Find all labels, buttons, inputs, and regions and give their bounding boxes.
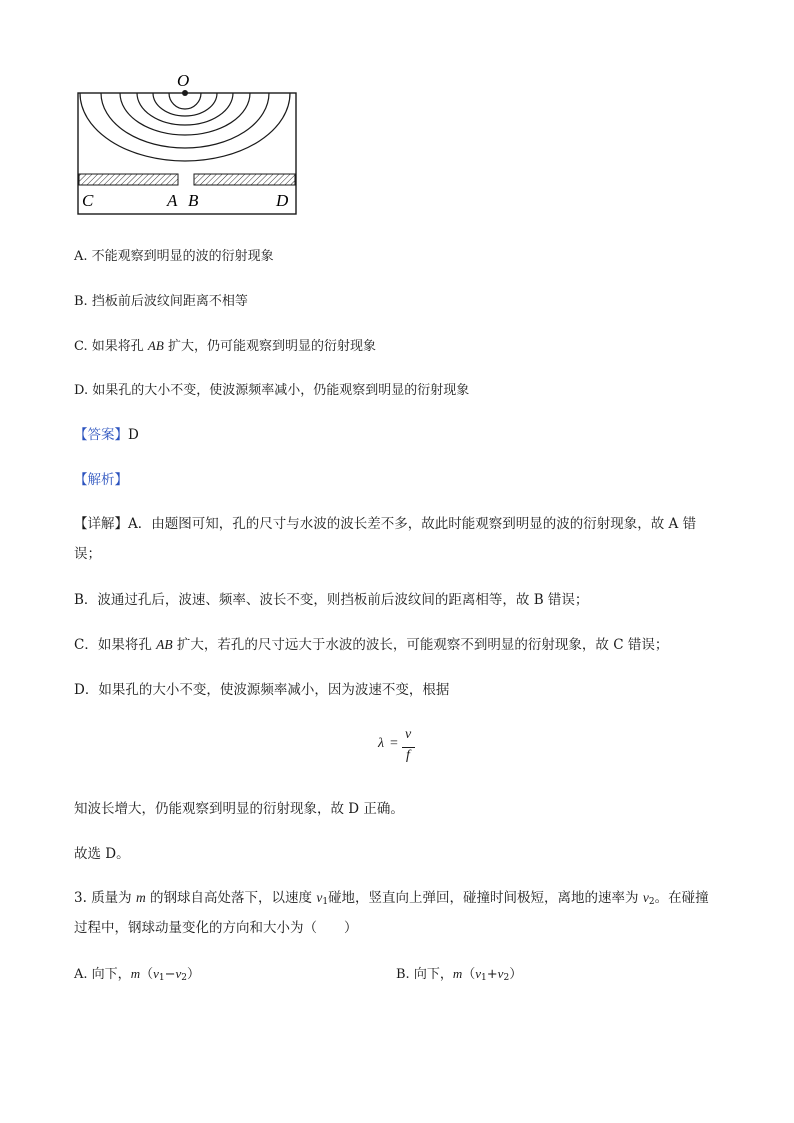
tank-outline	[78, 93, 296, 214]
var-v: v	[475, 966, 482, 981]
question3-line1	[74, 889, 709, 911]
detail-c-text: 扩大，若孔的尺寸远大于水波的波长，可能观察不到明显的衍射现象，故 C 错误；	[172, 637, 669, 653]
option-a	[74, 248, 274, 266]
paren: ）	[187, 967, 201, 982]
option-text: 如果孔的大小不变，使波源频率减小，仍能观察到明显的衍射现象	[92, 383, 470, 398]
var-v: v	[316, 890, 323, 905]
detail-a-text-cont: 误；	[74, 546, 101, 562]
subscript: 2	[181, 973, 188, 983]
wave-fronts	[80, 93, 290, 161]
option-d	[74, 382, 469, 400]
paren: （	[140, 967, 154, 982]
label-A: A	[167, 191, 178, 210]
option-b	[74, 293, 248, 311]
detail-a-text: A．由题图可知，孔的尺寸与水波的波长差不多，故此时能观察到明显的波的衍射现象，故 A 错	[128, 516, 697, 532]
var-ab: AB	[156, 637, 173, 652]
var-m: m	[130, 966, 141, 981]
detail-a-line2	[74, 545, 101, 563]
wave-arc-5	[101, 93, 269, 148]
q3-text: 。在碰撞	[654, 890, 709, 906]
wave-arc-2	[153, 93, 217, 116]
formula-lambda: λ	[378, 736, 385, 751]
barrier-right	[194, 174, 295, 185]
detail-c-line	[74, 636, 668, 654]
detail-d-line	[74, 681, 449, 699]
detail-choose-line	[74, 845, 130, 863]
q3-text: 过程中，钢球动量变化的方向和大小为（ ）	[74, 920, 358, 936]
barrier-left	[79, 174, 178, 185]
formula-denominator: f	[406, 748, 410, 763]
subscript: 2	[503, 973, 510, 983]
option-letter: D.	[74, 383, 89, 398]
var-m: m	[452, 966, 463, 981]
var-v: v	[175, 966, 182, 981]
question3-line2	[74, 919, 358, 937]
label-C: C	[82, 191, 94, 210]
plus: +	[486, 967, 498, 982]
option-text: 向下，	[91, 967, 131, 982]
formula-numerator: v	[405, 727, 412, 742]
minus: −	[164, 967, 176, 982]
label-O: O	[177, 71, 190, 90]
wave-arc-6	[80, 93, 290, 161]
detail-tag: 【详解】	[74, 516, 128, 532]
option-text: 如果将孔	[91, 339, 144, 354]
detail-b-text: B．波通过孔后，波速、频率、波长不变，则挡板前后波纹间的距离相等，故 B 错误；	[74, 592, 589, 608]
detail-c-text: C．如果将孔	[74, 637, 157, 653]
var-v: v	[153, 966, 159, 981]
analysis-tag: 【解析】	[74, 472, 128, 488]
var-m: m	[135, 890, 146, 905]
detail-conclusion: 知波长增大，仍能观察到明显的衍射现象，故 D 正确。	[74, 801, 404, 817]
q3-text: 质量为	[91, 890, 136, 906]
subscript: 1	[158, 973, 165, 983]
formula-equals: =	[390, 736, 398, 751]
label-B: B	[188, 191, 199, 210]
answer-tag: 【答案】	[74, 427, 128, 443]
answer-line	[74, 426, 139, 444]
detail-b-line	[74, 591, 588, 609]
var-ab: AB	[147, 338, 164, 353]
subscript: 1	[322, 897, 329, 907]
option-text: 向下，	[413, 967, 453, 982]
var-v: v	[642, 890, 649, 905]
q3-text: 碰地，竖直向上弹回，碰撞时间极短，离地的速率为	[328, 890, 643, 906]
option-text: 不能观察到明显的波的衍射现象	[91, 249, 274, 264]
detail-a-line1	[74, 515, 696, 533]
subscript: 1	[481, 973, 487, 983]
option-letter: B.	[396, 967, 410, 982]
paren: ）	[509, 967, 523, 982]
option-text: 扩大，仍可能观察到明显的衍射现象	[167, 339, 376, 354]
paren: （	[462, 967, 476, 982]
wave-source-dot	[182, 90, 188, 96]
option-c	[74, 337, 376, 356]
answer-value: D	[128, 427, 139, 443]
q3-option-a	[74, 965, 200, 987]
var-v: v	[497, 966, 504, 981]
detail-choose: 故选 D。	[74, 846, 130, 862]
subscript: 2	[648, 897, 655, 907]
q3-option-b	[396, 965, 522, 987]
option-text: 挡板前后波纹间距离不相等	[91, 294, 248, 309]
detail-conclusion-line	[74, 800, 404, 818]
option-letter: B.	[74, 294, 88, 309]
q3-text: 的钢球自高处落下，以速度	[145, 890, 317, 906]
diffraction-figure	[0, 0, 794, 240]
detail-d-text: D．如果孔的大小不变，使波源频率减小，因为波速不变，根据	[74, 682, 450, 698]
question-number: 3.	[74, 890, 87, 906]
option-letter: C.	[74, 339, 88, 354]
label-D: D	[276, 191, 289, 210]
wave-arc-4	[120, 93, 250, 135]
option-letter: A.	[74, 967, 88, 982]
option-letter: A.	[74, 249, 88, 264]
analysis-line	[74, 471, 128, 489]
